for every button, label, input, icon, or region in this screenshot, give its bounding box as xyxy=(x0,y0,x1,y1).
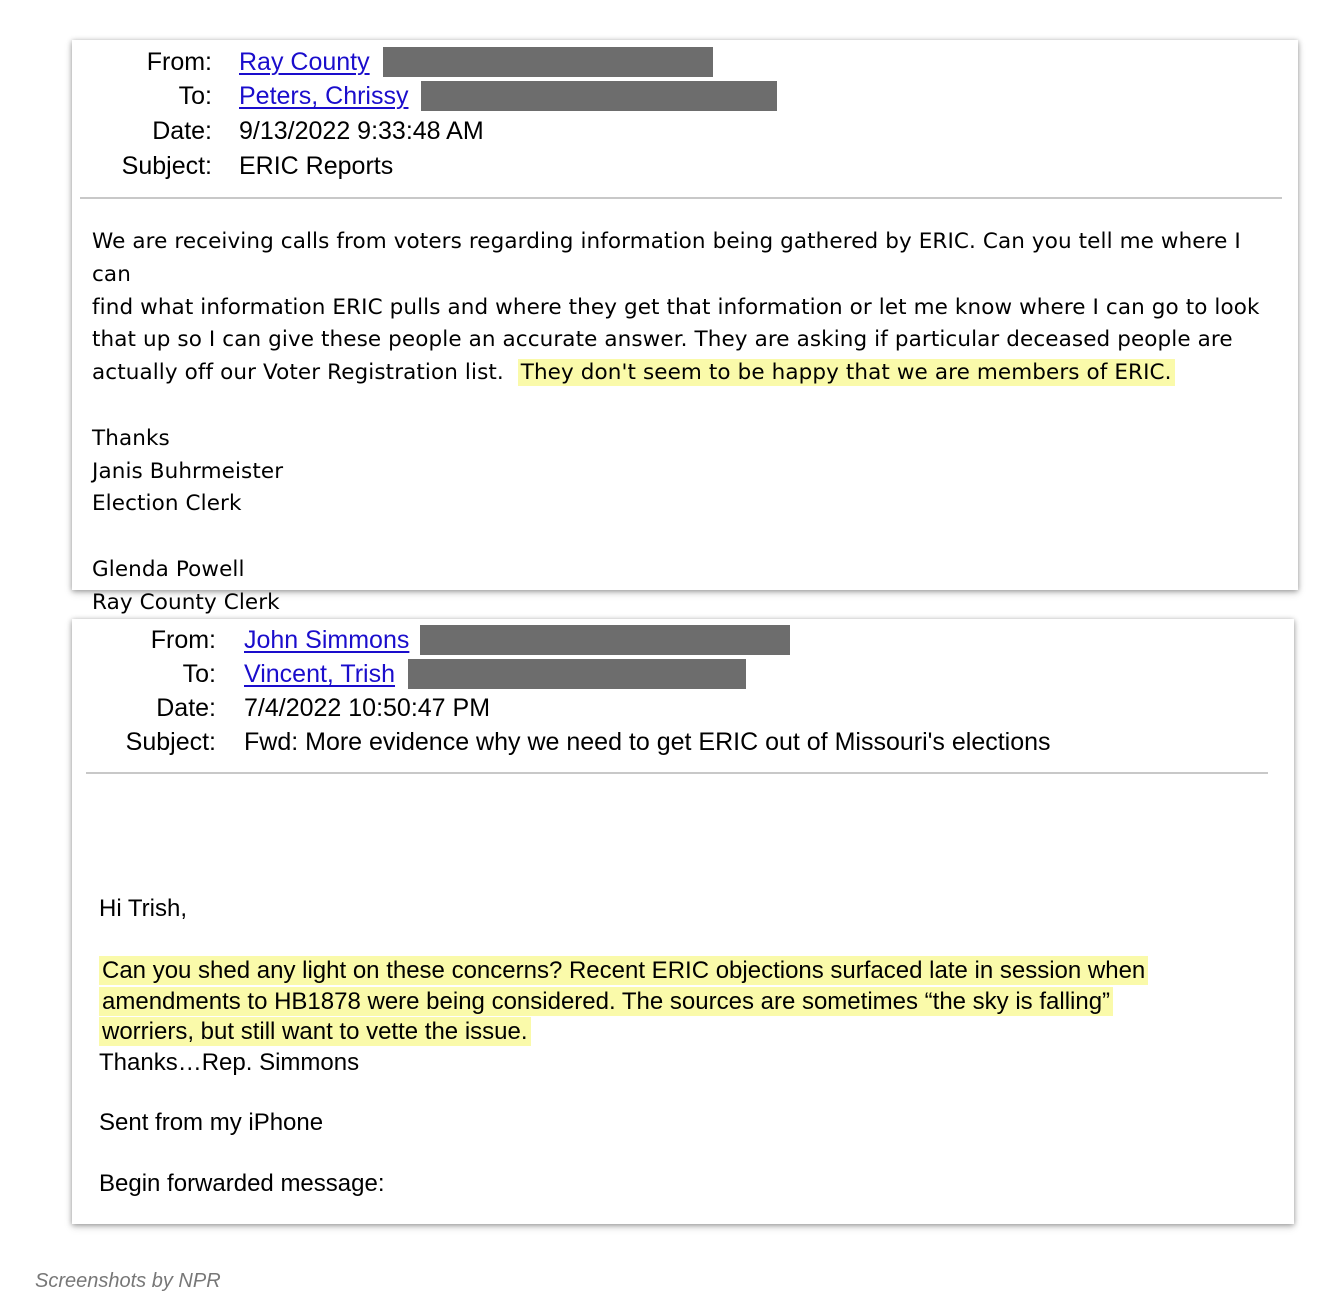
to-label: To: xyxy=(182,660,216,688)
email-card-ray-county xyxy=(72,40,1298,615)
from-label: From: xyxy=(150,626,216,654)
body-line: find what information ERIC pulls and where they get that information or let me know where I can go to look xyxy=(92,294,1260,320)
redacted-email-address xyxy=(383,47,713,77)
date-value: 7/4/2022 10:50:47 PM xyxy=(244,694,491,722)
body-line: that up so I can give these people an accurate answer. They are asking if particular deceased people are xyxy=(92,327,1233,353)
from-value xyxy=(239,47,713,77)
to-value xyxy=(239,81,777,111)
recipient-link[interactable]: Peters, Chrissy xyxy=(239,82,409,110)
subject-label: Subject: xyxy=(125,728,216,756)
highlight-text: amendments to HB1878 were being considered. The sources are sometimes “the sky is falling” xyxy=(99,987,1113,1016)
highlighted-line xyxy=(99,987,1148,1018)
subject-value: Fwd: More evidence why we need to get ERIC out of Missouri's elections xyxy=(244,728,1051,756)
sent-from-line: Sent from my iPhone xyxy=(99,1109,324,1136)
photo-credit-caption: Screenshots by NPR xyxy=(35,1270,221,1292)
date-value: 9/13/2022 9:33:48 AM xyxy=(239,117,484,145)
subject-label: Subject: xyxy=(121,152,212,180)
highlighted-sentence: They don't seem to be happy that we are members of ERIC. xyxy=(518,359,1175,386)
header-divider xyxy=(80,197,1282,199)
greeting: Hi Trish, xyxy=(99,895,188,922)
signature-line: Thanks xyxy=(92,425,170,451)
forwarded-line: Begin forwarded message: xyxy=(99,1170,385,1197)
subject-value: ERIC Reports xyxy=(239,152,394,180)
blank-line xyxy=(92,390,1282,423)
highlighted-line xyxy=(99,956,1148,987)
sender-link[interactable]: Ray County xyxy=(239,48,370,76)
body-line-plain: actually off our Voter Registration list. xyxy=(92,360,504,386)
from-label: From: xyxy=(146,48,212,76)
signature-line: Ray County Clerk xyxy=(92,589,280,615)
signature-line: Glenda Powell xyxy=(92,556,245,582)
redacted-email-address xyxy=(421,81,777,111)
from-value xyxy=(244,625,790,655)
blank-line xyxy=(92,521,1282,554)
signoff-line: Thanks…Rep. Simmons xyxy=(99,1048,360,1076)
highlighted-paragraph xyxy=(99,956,1148,1078)
date-label: Date: xyxy=(156,694,216,722)
email-card-john-simmons xyxy=(72,619,1294,1224)
email1-body xyxy=(92,226,1282,620)
signature-line: Election Clerk xyxy=(92,491,242,517)
highlight-text: Can you shed any light on these concerns? Recent ERIC objections surfaced late in session when xyxy=(99,956,1148,985)
body-line: We are receiving calls from voters regarding information being gathered by ERIC. Can you tell me where I can xyxy=(92,229,1241,287)
to-label: To: xyxy=(178,82,212,110)
body-line-last xyxy=(92,357,1282,390)
highlighted-line xyxy=(99,1017,1148,1048)
to-value xyxy=(244,659,746,689)
header-divider xyxy=(86,772,1268,774)
redacted-email-address xyxy=(420,625,790,655)
highlight-text: worriers, but still want to vette the issue. xyxy=(99,1017,531,1046)
sender-link[interactable]: John Simmons xyxy=(244,626,410,654)
signature-line: Janis Buhrmeister xyxy=(92,458,284,484)
redacted-email-address xyxy=(408,659,746,689)
recipient-link[interactable]: Vincent, Trish xyxy=(244,660,396,688)
date-label: Date: xyxy=(152,117,212,145)
